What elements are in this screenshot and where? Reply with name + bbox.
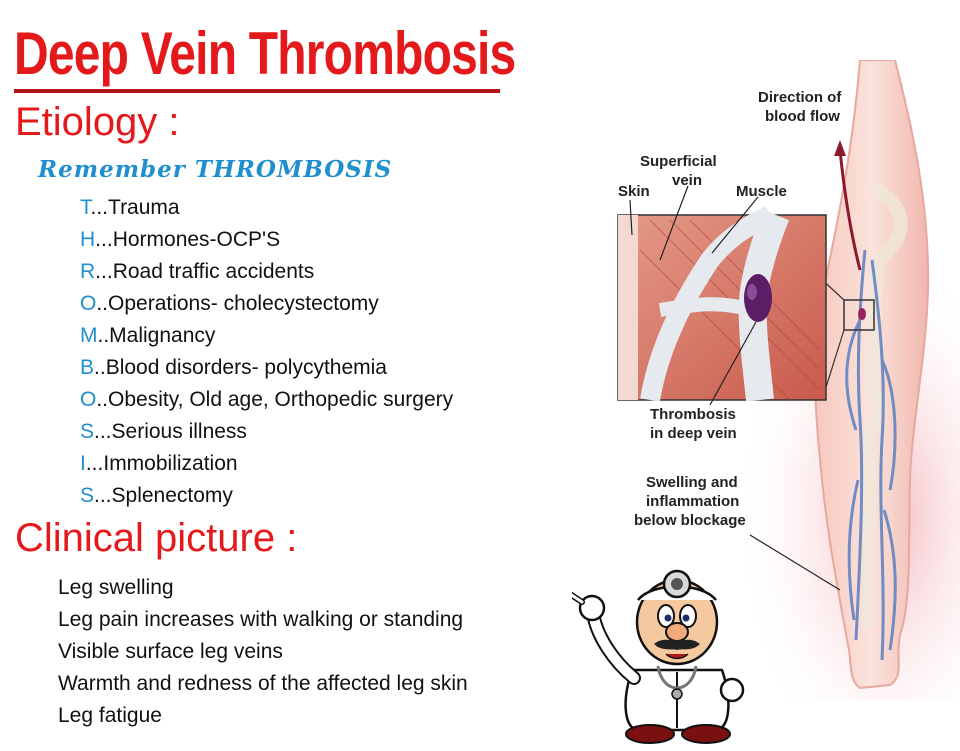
- etiology-item: [80, 226, 453, 258]
- mnemonic-letter: T: [80, 196, 91, 219]
- mnemonic-letter: I: [80, 452, 86, 475]
- mnemonic-separator: ...: [94, 420, 112, 443]
- label-swelling-3: below blockage: [634, 512, 746, 529]
- etiology-item-text: Obesity, Old age, Orthopedic surgery: [108, 388, 454, 411]
- mnemonic-letter: S: [80, 484, 95, 507]
- etiology-heading: Etiology :: [15, 100, 180, 144]
- clinical-item: Leg pain increases with walking or standing: [58, 608, 464, 631]
- etiology-list: [80, 194, 453, 514]
- etiology-item-text: Malignancy: [109, 324, 216, 347]
- clinical-item: Warmth and redness of the affected leg skin: [58, 672, 468, 695]
- label-superficial-2: vein: [672, 172, 703, 189]
- etiology-item: [80, 450, 453, 482]
- etiology-item-text: Hormones-OCP'S: [112, 228, 281, 251]
- label-superficial-1: Superficial: [640, 153, 717, 170]
- clinical-item: Leg swelling: [58, 576, 174, 599]
- mnemonic-separator: ..: [97, 324, 110, 347]
- mnemonic-letter: M: [80, 324, 98, 347]
- mnemonic-letter: R: [80, 260, 96, 283]
- etiology-item: [80, 482, 453, 514]
- label-swelling-1: Swelling and: [646, 474, 738, 491]
- mnemonic-separator: ...: [95, 228, 113, 251]
- clinical-list: [58, 574, 468, 734]
- doctor-cartoon: [572, 560, 782, 745]
- label-direction-2: blood flow: [765, 108, 840, 125]
- vein-cross-section-inset: [618, 215, 826, 400]
- mnemonic-separator: ...: [90, 196, 109, 219]
- mnemonic-separator: ...: [94, 484, 112, 507]
- etiology-item-text: Blood disorders- polycythemia: [105, 356, 387, 379]
- etiology-item-text: Splenectomy: [111, 484, 233, 507]
- label-thrombosis-2: in deep vein: [650, 425, 737, 442]
- clinical-item: Leg fatigue: [58, 704, 162, 727]
- label-skin: Skin: [618, 183, 650, 200]
- clinical-item: Visible surface leg veins: [58, 640, 283, 663]
- mnemonic-letter: B: [80, 356, 95, 379]
- etiology-item-text: Road traffic accidents: [112, 260, 315, 283]
- mnemonic-letter: O: [80, 292, 97, 315]
- mnemonic-letter: H: [80, 228, 96, 251]
- mnemonic-separator: ...: [95, 260, 113, 283]
- mnemonic-letter: O: [80, 388, 97, 411]
- etiology-item: [80, 258, 453, 290]
- mnemonic-separator: ..: [96, 292, 109, 315]
- label-direction-1: Direction of: [758, 89, 842, 106]
- clot-marker: [858, 308, 866, 320]
- etiology-item-text: Immobilization: [103, 452, 238, 475]
- mnemonic-separator: ..: [94, 356, 106, 379]
- blood-flow-arrowhead: [834, 140, 846, 156]
- mnemonic-separator: ..: [96, 388, 109, 411]
- label-thrombosis-1: Thrombosis: [650, 406, 736, 423]
- page-title: Deep Vein Thrombosis: [14, 20, 516, 87]
- label-muscle: Muscle: [736, 183, 787, 200]
- mnemonic-letter: S: [80, 420, 95, 443]
- clinical-heading: Clinical picture :: [15, 516, 298, 560]
- etiology-item-text: Operations- cholecystectomy: [108, 292, 379, 315]
- etiology-item: [80, 290, 453, 322]
- etiology-item: [80, 386, 453, 418]
- label-swelling-2: inflammation: [646, 493, 740, 510]
- etiology-item: [80, 194, 453, 226]
- mnemonic-separator: ...: [85, 452, 104, 475]
- etiology-item-text: Serious illness: [111, 420, 247, 443]
- title-underline: [14, 89, 500, 93]
- etiology-item-text: Trauma: [108, 196, 180, 219]
- etiology-item: [80, 322, 453, 354]
- mnemonic-caption: Remember THROMBOSIS: [38, 156, 393, 183]
- etiology-item: [80, 418, 453, 450]
- etiology-item: [80, 354, 453, 386]
